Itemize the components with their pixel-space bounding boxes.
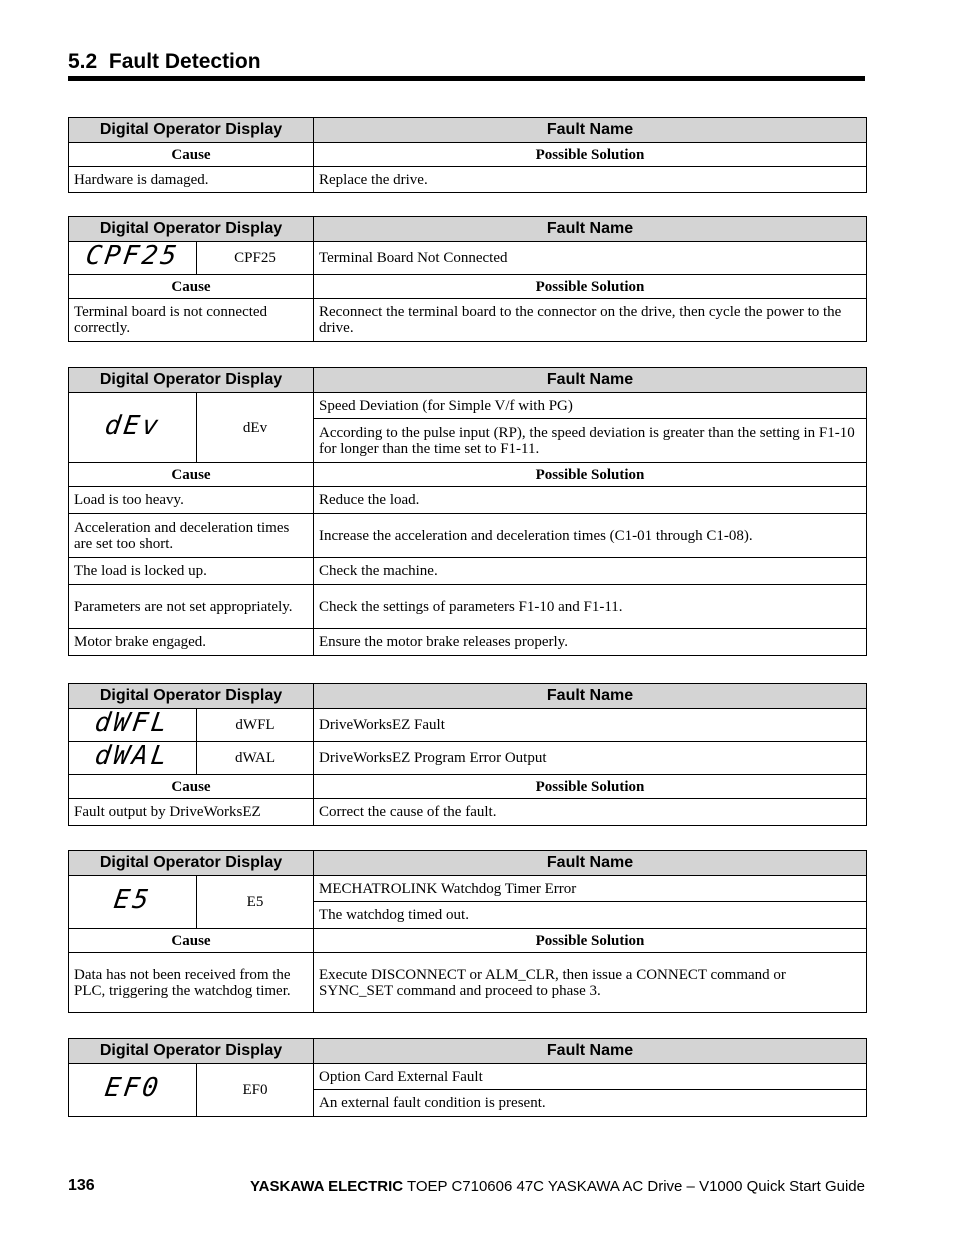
lcd-text: E5 bbox=[111, 885, 154, 915]
solution-cell: Reduce the load. bbox=[314, 487, 867, 514]
fault-code: dWAL bbox=[197, 742, 314, 775]
solution-cell: Increase the acceleration and deceleration times (C1-01 through C1-08). bbox=[314, 514, 867, 558]
page-number: 136 bbox=[68, 1177, 95, 1194]
header-solution: Possible Solution bbox=[314, 143, 867, 167]
solution-cell: Check the machine. bbox=[314, 558, 867, 585]
lcd-text: dWAL bbox=[93, 741, 172, 771]
title-rule bbox=[68, 76, 865, 81]
fault-table-ef0 bbox=[68, 1038, 867, 1117]
lcd-display bbox=[69, 242, 197, 275]
header-solution: Possible Solution bbox=[314, 775, 867, 799]
header-display: Digital Operator Display bbox=[69, 118, 314, 143]
solution-cell: Execute DISCONNECT or ALM_CLR, then issue a CONNECT command or SYNC_SET command and proceed to phase 3. bbox=[314, 953, 867, 1013]
fault-code: CPF25 bbox=[197, 242, 314, 275]
header-cause: Cause bbox=[69, 275, 314, 299]
fault-description: An external fault condition is present. bbox=[314, 1090, 867, 1117]
lcd-text: CPF25 bbox=[83, 241, 182, 271]
cause-cell: The load is locked up. bbox=[69, 558, 314, 585]
header-cause: Cause bbox=[69, 775, 314, 799]
fault-code: dEv bbox=[197, 393, 314, 463]
fault-description: According to the pulse input (RP), the speed deviation is greater than the setting in F1-10 for longer than the time set to F1-11. bbox=[314, 419, 867, 463]
lcd-display bbox=[69, 876, 197, 929]
header-fault-name: Fault Name bbox=[314, 684, 867, 709]
header-fault-name: Fault Name bbox=[314, 368, 867, 393]
cause-cell: Motor brake engaged. bbox=[69, 629, 314, 656]
fault-code: dWFL bbox=[197, 709, 314, 742]
lcd-text: dWFL bbox=[93, 708, 172, 738]
header-cause: Cause bbox=[69, 463, 314, 487]
header-display: Digital Operator Display bbox=[69, 851, 314, 876]
fault-name: MECHATROLINK Watchdog Timer Error bbox=[314, 876, 867, 902]
solution-cell: Ensure the motor brake releases properly. bbox=[314, 629, 867, 656]
header-fault-name: Fault Name bbox=[314, 217, 867, 242]
header-fault-name: Fault Name bbox=[314, 118, 867, 143]
fault-name: DriveWorksEZ Program Error Output bbox=[314, 742, 867, 775]
section-number: 5.2 bbox=[68, 50, 98, 73]
fault-table-dwfl bbox=[68, 683, 867, 826]
cause-cell: Acceleration and deceleration times are set too short. bbox=[69, 514, 314, 558]
footer-document bbox=[250, 1178, 865, 1195]
fault-code: E5 bbox=[197, 876, 314, 929]
header-solution: Possible Solution bbox=[314, 929, 867, 953]
section-title bbox=[68, 50, 261, 74]
cause-cell: Parameters are not set appropriately. bbox=[69, 585, 314, 629]
cause-cell: Terminal board is not connected correctly. bbox=[69, 299, 314, 342]
lcd-text: EF0 bbox=[102, 1073, 163, 1103]
header-cause: Cause bbox=[69, 929, 314, 953]
lcd-display bbox=[69, 1064, 197, 1117]
lcd-display bbox=[69, 742, 197, 775]
cause-cell: Hardware is damaged. bbox=[69, 167, 314, 193]
header-solution: Possible Solution bbox=[314, 275, 867, 299]
lcd-display bbox=[69, 393, 197, 463]
footer-brand: YASKAWA ELECTRIC bbox=[250, 1178, 404, 1195]
header-display: Digital Operator Display bbox=[69, 1039, 314, 1064]
section-name: Fault Detection bbox=[108, 50, 261, 73]
fault-table-hardware bbox=[68, 117, 867, 193]
header-cause: Cause bbox=[69, 143, 314, 167]
fault-name: Option Card External Fault bbox=[314, 1064, 867, 1090]
header-fault-name: Fault Name bbox=[314, 1039, 867, 1064]
footer-doc-title: TOEP C710606 47C YASKAWA AC Drive – V1000 Quick Start Guide bbox=[403, 1178, 865, 1195]
header-display: Digital Operator Display bbox=[69, 684, 314, 709]
header-fault-name: Fault Name bbox=[314, 851, 867, 876]
cause-cell: Fault output by DriveWorksEZ bbox=[69, 799, 314, 826]
cause-cell: Load is too heavy. bbox=[69, 487, 314, 514]
fault-code: EF0 bbox=[197, 1064, 314, 1117]
solution-cell: Reconnect the terminal board to the connector on the drive, then cycle the power to the drive. bbox=[314, 299, 867, 342]
fault-table-cpf25 bbox=[68, 216, 867, 342]
fault-table-e5 bbox=[68, 850, 867, 1013]
solution-cell: Replace the drive. bbox=[314, 167, 867, 193]
solution-cell: Check the settings of parameters F1-10 and F1-11. bbox=[314, 585, 867, 629]
header-display: Digital Operator Display bbox=[69, 217, 314, 242]
fault-name: Speed Deviation (for Simple V/f with PG) bbox=[314, 393, 867, 419]
fault-name: DriveWorksEZ Fault bbox=[314, 709, 867, 742]
fault-table-dev bbox=[68, 367, 867, 656]
lcd-display bbox=[69, 709, 197, 742]
fault-description: The watchdog timed out. bbox=[314, 902, 867, 929]
solution-cell: Correct the cause of the fault. bbox=[314, 799, 867, 826]
header-solution: Possible Solution bbox=[314, 463, 867, 487]
cause-cell: Data has not been received from the PLC, triggering the watchdog timer. bbox=[69, 953, 314, 1013]
lcd-text: dEv bbox=[102, 410, 163, 441]
fault-name: Terminal Board Not Connected bbox=[314, 242, 867, 275]
header-display: Digital Operator Display bbox=[69, 368, 314, 393]
